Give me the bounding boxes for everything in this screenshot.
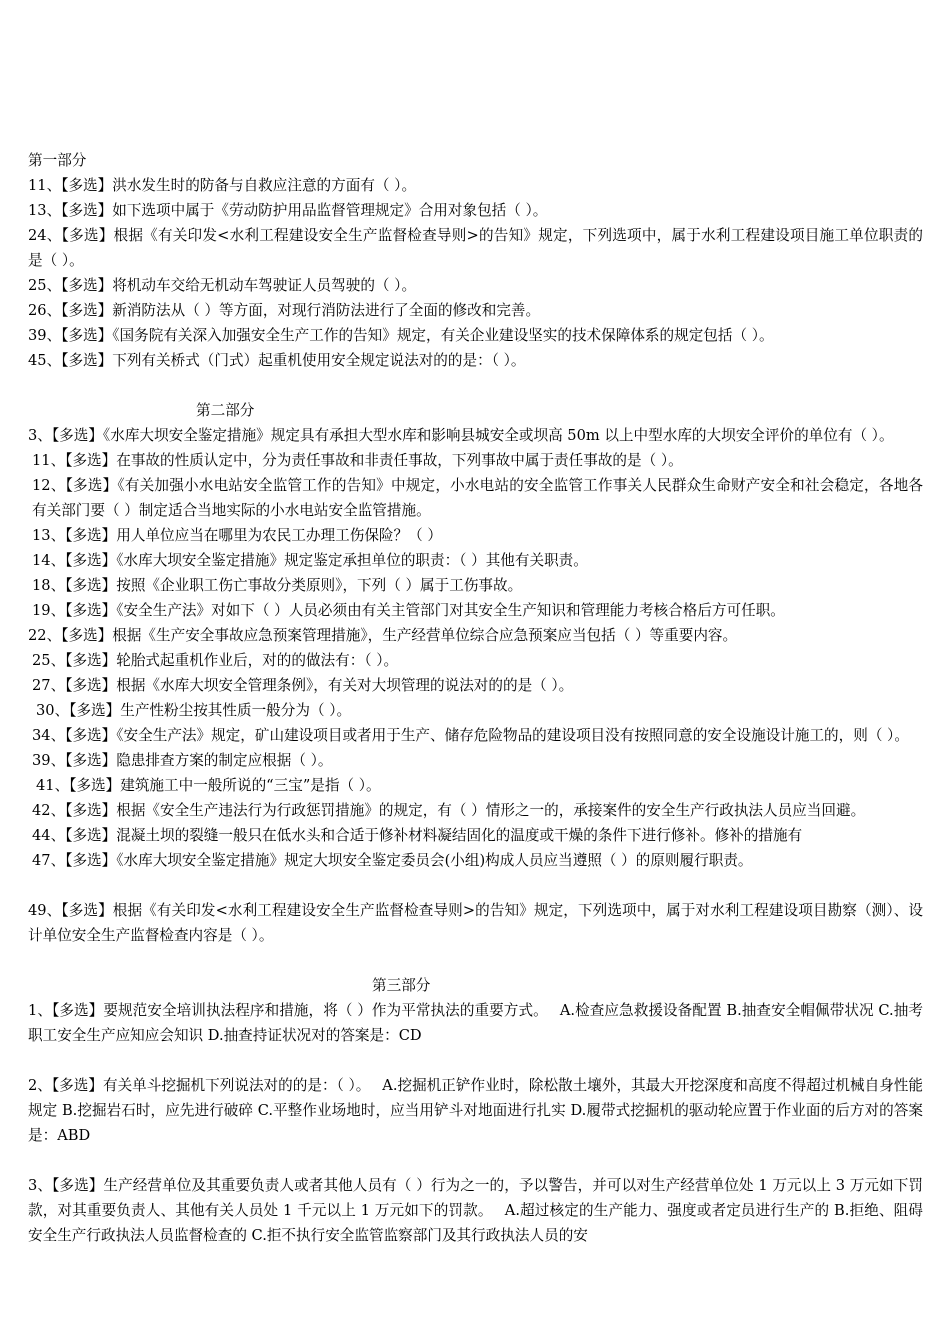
spacer [28, 1048, 923, 1073]
part3-item: 1、【多选】要规范安全培训执法程序和措施，将（ ）作为平常执法的重要方式。 A.检查应急救援设备配置 B.抽查安全帽佩带状况 C.抽考职工安全生产应知应会知识 D.抽查持证状况对的答案是：CD [28, 1002, 923, 1044]
part2-item: 14、【多选】《水库大坝安全鉴定措施》规定鉴定承担单位的职责：（ ）其他有关职责。 [32, 552, 588, 569]
part2-heading: 第二部分 [196, 402, 255, 419]
part2-item: 18、【多选】按照《企业职工伤亡事故分类原则》，下列（ ）属于工伤事故。 [32, 577, 523, 594]
part1-item: 39、【多选】《国务院有关深入加强安全生产工作的告知》规定，有关企业建设坚实的技术保障体系的规定包括（ ）。 [28, 327, 774, 344]
spacer [28, 948, 923, 973]
part1-item: 24、【多选】根据《有关印发<水利工程建设安全生产监督检查导则>的告知》规定，下列选项中，属于水利工程建设项目施工单位职责的是（ ）。 [28, 227, 923, 269]
part2-item: 47、【多选】《水库大坝安全鉴定措施》规定大坝安全鉴定委员会(小组)构成人员应当遵照（ ）的原则履行职责。 [32, 852, 753, 869]
part2-item: 30、【多选】生产性粉尘按其性质一般分为（ ）。 [36, 702, 352, 719]
part2-item: 3、【多选】《水库大坝安全鉴定措施》规定具有承担大型水库和影响县城安全或坝高 50m 以上中型水库的大坝安全评价的单位有（ ）。 [28, 427, 894, 444]
part2-item: 11、【多选】在事故的性质认定中，分为责任事故和非责任事故，下列事故中属于责任事故的是（ ）。 [32, 452, 683, 469]
part2-item: 27、【多选】根据《水库大坝安全管理条例》，有关对大坝管理的说法对的的是（ ）。 [32, 677, 574, 694]
part3-item: 2、【多选】有关单斗挖掘机下列说法对的的是：（ ）。 A.挖掘机正铲作业时，除松散土壤外，其最大开挖深度和高度不得超过机械自身性能规定 B.挖掘岩石时，应先进行破碎 C.平整作业场地时，应当用铲斗对地面进行扎实 D.履带式挖掘机的驱动轮应置于作业面的后方对的答案是：ABD [28, 1077, 923, 1144]
part2-item: 22、【多选】根据《生产安全事故应急预案管理措施》，生产经营单位综合应急预案应当包括（ ）等重要内容。 [28, 627, 738, 644]
spacer [28, 873, 923, 898]
part3-item: 3、【多选】生产经营单位及其重要负责人或者其他人员有（ ）行为之一的，予以警告，并可以对生产经营单位处 1 万元以上 3 万元如下罚款，对其重要负责人、其他有关人员处 1 千元以上 1 万元如下的罚款。 A.超过核定的生产能力、强度或者定员进行生产的 B.拒绝、阻碍安全生产行政执法人员监督检查的 C.拒不执行安全监管监察部门及其行政执法人员的安 [28, 1177, 923, 1244]
part1-item: 26、【多选】新消防法从（ ）等方面，对现行消防法进行了全面的修改和完善。 [28, 302, 541, 319]
part1-item: 11、【多选】洪水发生时的防备与自救应注意的方面有（ ）。 [28, 177, 417, 194]
part2-item: 19、【多选】《安全生产法》对如下（ ）人员必须由有关主管部门对其安全生产知识和管理能力考核合格后方可任职。 [32, 602, 785, 619]
part3-heading: 第三部分 [372, 977, 431, 994]
part2-item: 42、【多选】根据《安全生产违法行为行政惩罚措施》的规定，有（ ）情形之一的，承接案件的安全生产行政执法人员应当回避。 [32, 802, 866, 819]
part2-item: 25、【多选】轮胎式起重机作业后，对的的做法有：（ ）。 [32, 652, 399, 669]
spacer [28, 373, 923, 398]
part1-item: 13、【多选】如下选项中属于《劳动防护用品监督管理规定》合用对象包括（ ）。 [28, 202, 548, 219]
part2-item: 34、【多选】《安全生产法》规定，矿山建设项目或者用于生产、储存危险物品的建设项目没有按照同意的安全设施设计施工的，则（ ）。 [32, 727, 909, 744]
part2-item: 49、【多选】根据《有关印发<水利工程建设安全生产监督检查导则>的告知》规定，下列选项中，属于对水利工程建设项目勘察（测）、设计单位安全生产监督检查内容是（ ）。 [28, 902, 923, 944]
part2-item: 13、【多选】用人单位应当在哪里为农民工办理工伤保险？（ ） [32, 527, 442, 544]
document-body [28, 148, 923, 1248]
part2-item: 12、【多选】《有关加强小水电站安全监管工作的告知》中规定，小水电站的安全监管工作事关人民群众生命财产安全和社会稳定，各地各有关部门要（ ）制定适合当地实际的小水电站安全监管措施。 [32, 477, 923, 519]
part1-item: 25、【多选】将机动车交给无机动车驾驶证人员驾驶的（ ）。 [28, 277, 417, 294]
part2-item: 44、【多选】混凝土坝的裂缝一般只在低水头和合适于修补材料凝结固化的温度或干燥的条件下进行修补。修补的措施有 [32, 827, 803, 844]
part2-item: 41、【多选】建筑施工中一般所说的“三宝”是指（ ）。 [36, 777, 381, 794]
part1-item: 45、【多选】下列有关桥式（门式）起重机使用安全规定说法对的的是：（ ）。 [28, 352, 526, 369]
spacer [28, 1148, 923, 1173]
part2-item: 39、【多选】隐患排查方案的制定应根据（ ）。 [32, 752, 333, 769]
part1-heading: 第一部分 [28, 152, 87, 169]
